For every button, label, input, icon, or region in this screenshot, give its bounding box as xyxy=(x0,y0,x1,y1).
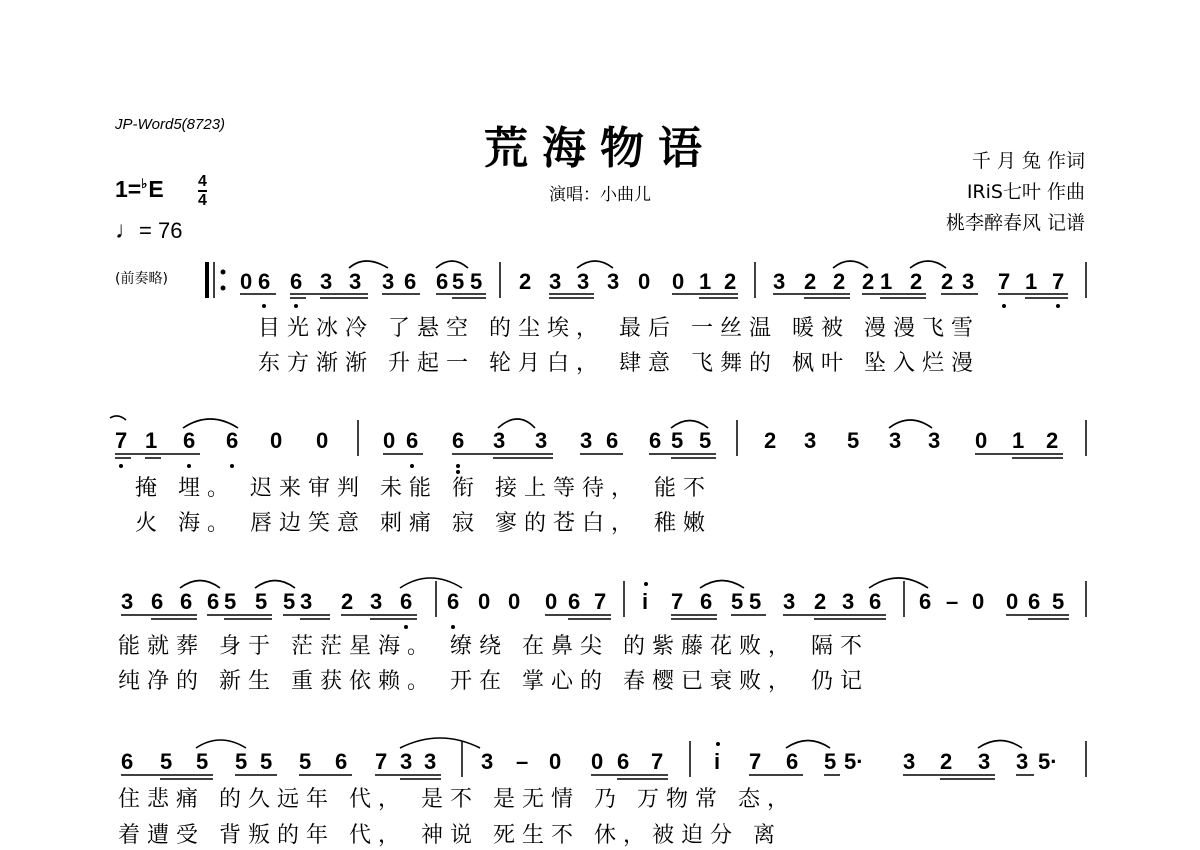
lyrics-1-system-3: 能就葬 身于 茫茫星海。 缭绕 在鼻尖 的紫藤花败， 隔不 xyxy=(118,634,869,659)
lyrics-1-system-1: 目光冰冷 了悬空 的尘埃， 最后 一丝温 暖被 漫漫飞雪 xyxy=(258,316,980,341)
lyricist-credit: 千 月 兔 作词 xyxy=(971,150,1085,172)
lyrics-1-system-4: 住悲痛 的久远年 代， 是不 是无情 乃 万物常 态， xyxy=(118,787,796,812)
song-title: 荒海物语 xyxy=(484,123,716,174)
lyrics-2-system-1: 东方渐渐 升起一 轮月白， 肆意 飞舞的 枫叶 坠入烂漫 xyxy=(258,351,980,376)
software-label: JP-Word5(8723) xyxy=(115,116,226,133)
lyrics-2-system-4: 着遭受 背叛的年 代， 神说 死生不 休，被迫分 离 xyxy=(118,823,782,848)
system-4 xyxy=(118,738,1086,848)
system-3 xyxy=(118,578,1086,694)
quarter-note-icon: ♩ xyxy=(115,217,139,244)
system-1 xyxy=(207,261,1086,376)
notes-system-1: 0 6 6 3 3 3 6 6 5 5 2 3 3 3 0 0 1 2 3 2 2 2 1 2 2 3 7 1 7 xyxy=(240,269,1065,294)
notes-system-2: 7 1 6 6 0 0 0 6 6 3 3 3 6 6 5 5 2 3 5 3 3 0 1 2 xyxy=(115,428,1059,453)
notes-system-3: 3 6 6 6 5 5 5 3 2 3 6 6 0 0 0 6 7 i 7 6 5 5 3 2 3 6 6 – 0 0 6 5 xyxy=(121,589,1065,614)
transcriber-credit: 桃李醉春风 记谱 xyxy=(945,212,1085,234)
lyrics-1-system-2: 掩 埋。 迟来审判 未能 衔 接上等待， 能不 xyxy=(135,476,712,501)
singer-line: 演唱：小曲儿 xyxy=(549,185,651,205)
intro-note: (前奏略) xyxy=(115,271,168,287)
flat-sign: ♭ xyxy=(141,176,148,191)
tempo-value: = 76 xyxy=(139,218,183,243)
key-prefix: 1= xyxy=(115,176,142,202)
key-note: E xyxy=(148,176,164,202)
composer-credit: IRiS七叶 作曲 xyxy=(966,181,1085,203)
lyrics-2-system-3: 纯净的 新生 重获依赖。 开在 掌心的 春樱已衰败， 仍记 xyxy=(118,669,869,694)
time-bottom: 4 xyxy=(198,192,207,209)
lyrics-2-system-2: 火 海。 唇边笑意 刺痛 寂 寥的苍白， 稚嫩 xyxy=(135,511,712,536)
notes-system-4: 6 5 5 5 5 5 6 7 3 3 3 – 0 0 6 7 i 7 6 5 5· 3 2 3 3 5· xyxy=(121,749,1058,774)
time-top: 4 xyxy=(198,173,207,190)
system-2 xyxy=(110,416,1086,536)
